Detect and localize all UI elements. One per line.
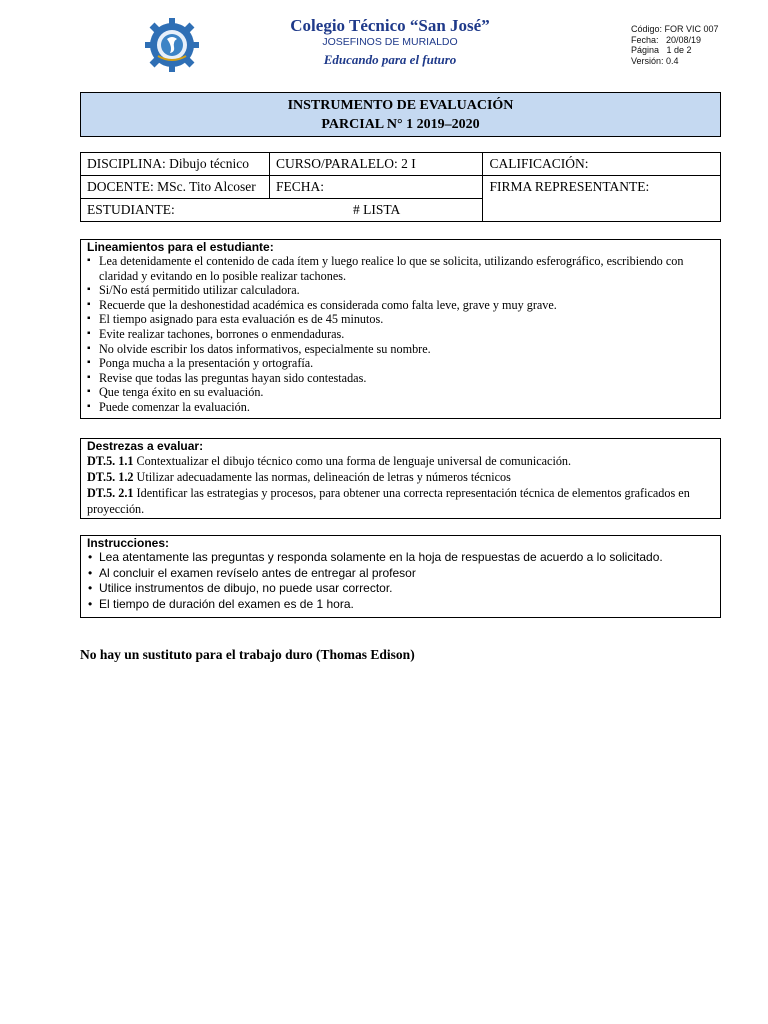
list-item: • Al concluir el examen revíselo antes de entregar al profesor: [87, 566, 714, 582]
evaluation-title: INSTRUMENTO DE EVALUACIÓN: [287, 98, 514, 113]
skill-text: Utilizar adecuadamente las normas, delineación de letras y números técnicos: [133, 470, 511, 484]
school-subtitle: JOSEFINOS DE MURIALDO: [322, 36, 458, 48]
table-row: [81, 153, 721, 176]
skill-item: [87, 485, 714, 517]
list-item: ▪ El tiempo asignado para esta evaluación es de 45 minutos.: [87, 312, 714, 327]
list-item: ▪ Recuerde que la deshonestidad académica es considerada como falta leve, grave y muy grave.: [87, 298, 714, 313]
skill-item: [87, 453, 714, 469]
list-item: ▪ Evite realizar tachones, borrones o enmendaduras.: [87, 327, 714, 342]
evaluation-subtitle: PARCIAL N° 1 2019–2020: [321, 117, 480, 132]
student-label: ESTUDIANTE:: [87, 202, 175, 217]
school-name: Colegio Técnico “San José”: [290, 16, 490, 35]
motivational-quote: No hay un sustituto para el trabajo duro (Thomas Edison): [80, 647, 415, 662]
skills-box: [80, 438, 721, 519]
guidelines-title: Lineamientos para el estudiante:: [87, 240, 274, 254]
student-cell[interactable]: [81, 199, 483, 222]
list-number-label: # LISTA: [353, 202, 401, 217]
skill-text: Contextualizar el dibujo técnico como una forma de lenguaje universal de comunicación.: [133, 454, 572, 468]
list-item: • El tiempo de duración del examen es de 1 hora.: [87, 597, 714, 613]
skill-code: DT.5. 2.1: [87, 486, 134, 500]
list-item: • Lea atentamente las preguntas y responda solamente en la hoja de respuestas de acuerdo a lo solicitado.: [87, 550, 714, 566]
course-cell: CURSO/PARALELO: 2 I: [269, 153, 483, 176]
doc-page: Página 1 de 2: [631, 45, 692, 55]
list-item: ▪ Lea detenidamente el contenido de cada ítem y luego realice lo que se solicita, utilizando esferográfico, escribiendo con claridad y evitando en lo posible realizar tachones.: [87, 254, 714, 283]
school-header: [260, 16, 520, 70]
date-cell[interactable]: FECHA:: [269, 176, 483, 199]
list-item: ▪ Ponga mucha a la presentación y ortografía.: [87, 356, 714, 371]
school-gear-seal-icon: [143, 16, 201, 74]
student-info-table: [80, 152, 721, 222]
skill-code: DT.5. 1.2: [87, 470, 134, 484]
school-motto: Educando para el futuro: [323, 52, 457, 67]
school-logo: [143, 16, 201, 74]
discipline-cell: DISCIPLINA: Dibujo técnico: [81, 153, 270, 176]
list-item: ▪ Puede comenzar la evaluación.: [87, 400, 714, 415]
grade-cell[interactable]: CALIFICACIÓN:: [483, 153, 721, 176]
guidelines-list: [87, 254, 714, 415]
skills-title: Destrezas a evaluar:: [87, 439, 204, 453]
list-item: ▪ Revise que todas las preguntas hayan sido contestadas.: [87, 371, 714, 386]
doc-version: Versión: 0.4: [631, 55, 679, 66]
evaluation-title-box: [80, 92, 721, 137]
instructions-title: Instrucciones:: [87, 536, 170, 550]
signature-cell[interactable]: FIRMA REPRESENTANTE:: [483, 176, 721, 222]
table-row: [81, 176, 721, 199]
list-item: ▪ Que tenga éxito en su evaluación.: [87, 385, 714, 400]
student-guidelines-box: [80, 239, 721, 419]
document-control-info: [631, 24, 719, 66]
skill-code: DT.5. 1.1: [87, 454, 134, 468]
teacher-cell: DOCENTE: MSc. Tito Alcoser: [81, 176, 270, 199]
instructions-list: [87, 550, 714, 612]
instructions-box: [80, 535, 721, 618]
skill-item: [87, 469, 714, 485]
doc-date: Fecha: 20/08/19: [631, 34, 702, 45]
list-item: • Utilice instrumentos de dibujo, no puede usar corrector.: [87, 581, 714, 597]
list-item: ▪ No olvide escribir los datos informativos, especialmente su nombre.: [87, 342, 714, 357]
doc-code: Código: FOR VIC 007: [631, 24, 719, 34]
list-item: ▪ Si/No está permitido utilizar calculadora.: [87, 283, 714, 298]
skill-text: Identificar las estrategias y procesos, para obtener una correcta representación técnica de elementos graficados en proyección.: [87, 486, 690, 516]
